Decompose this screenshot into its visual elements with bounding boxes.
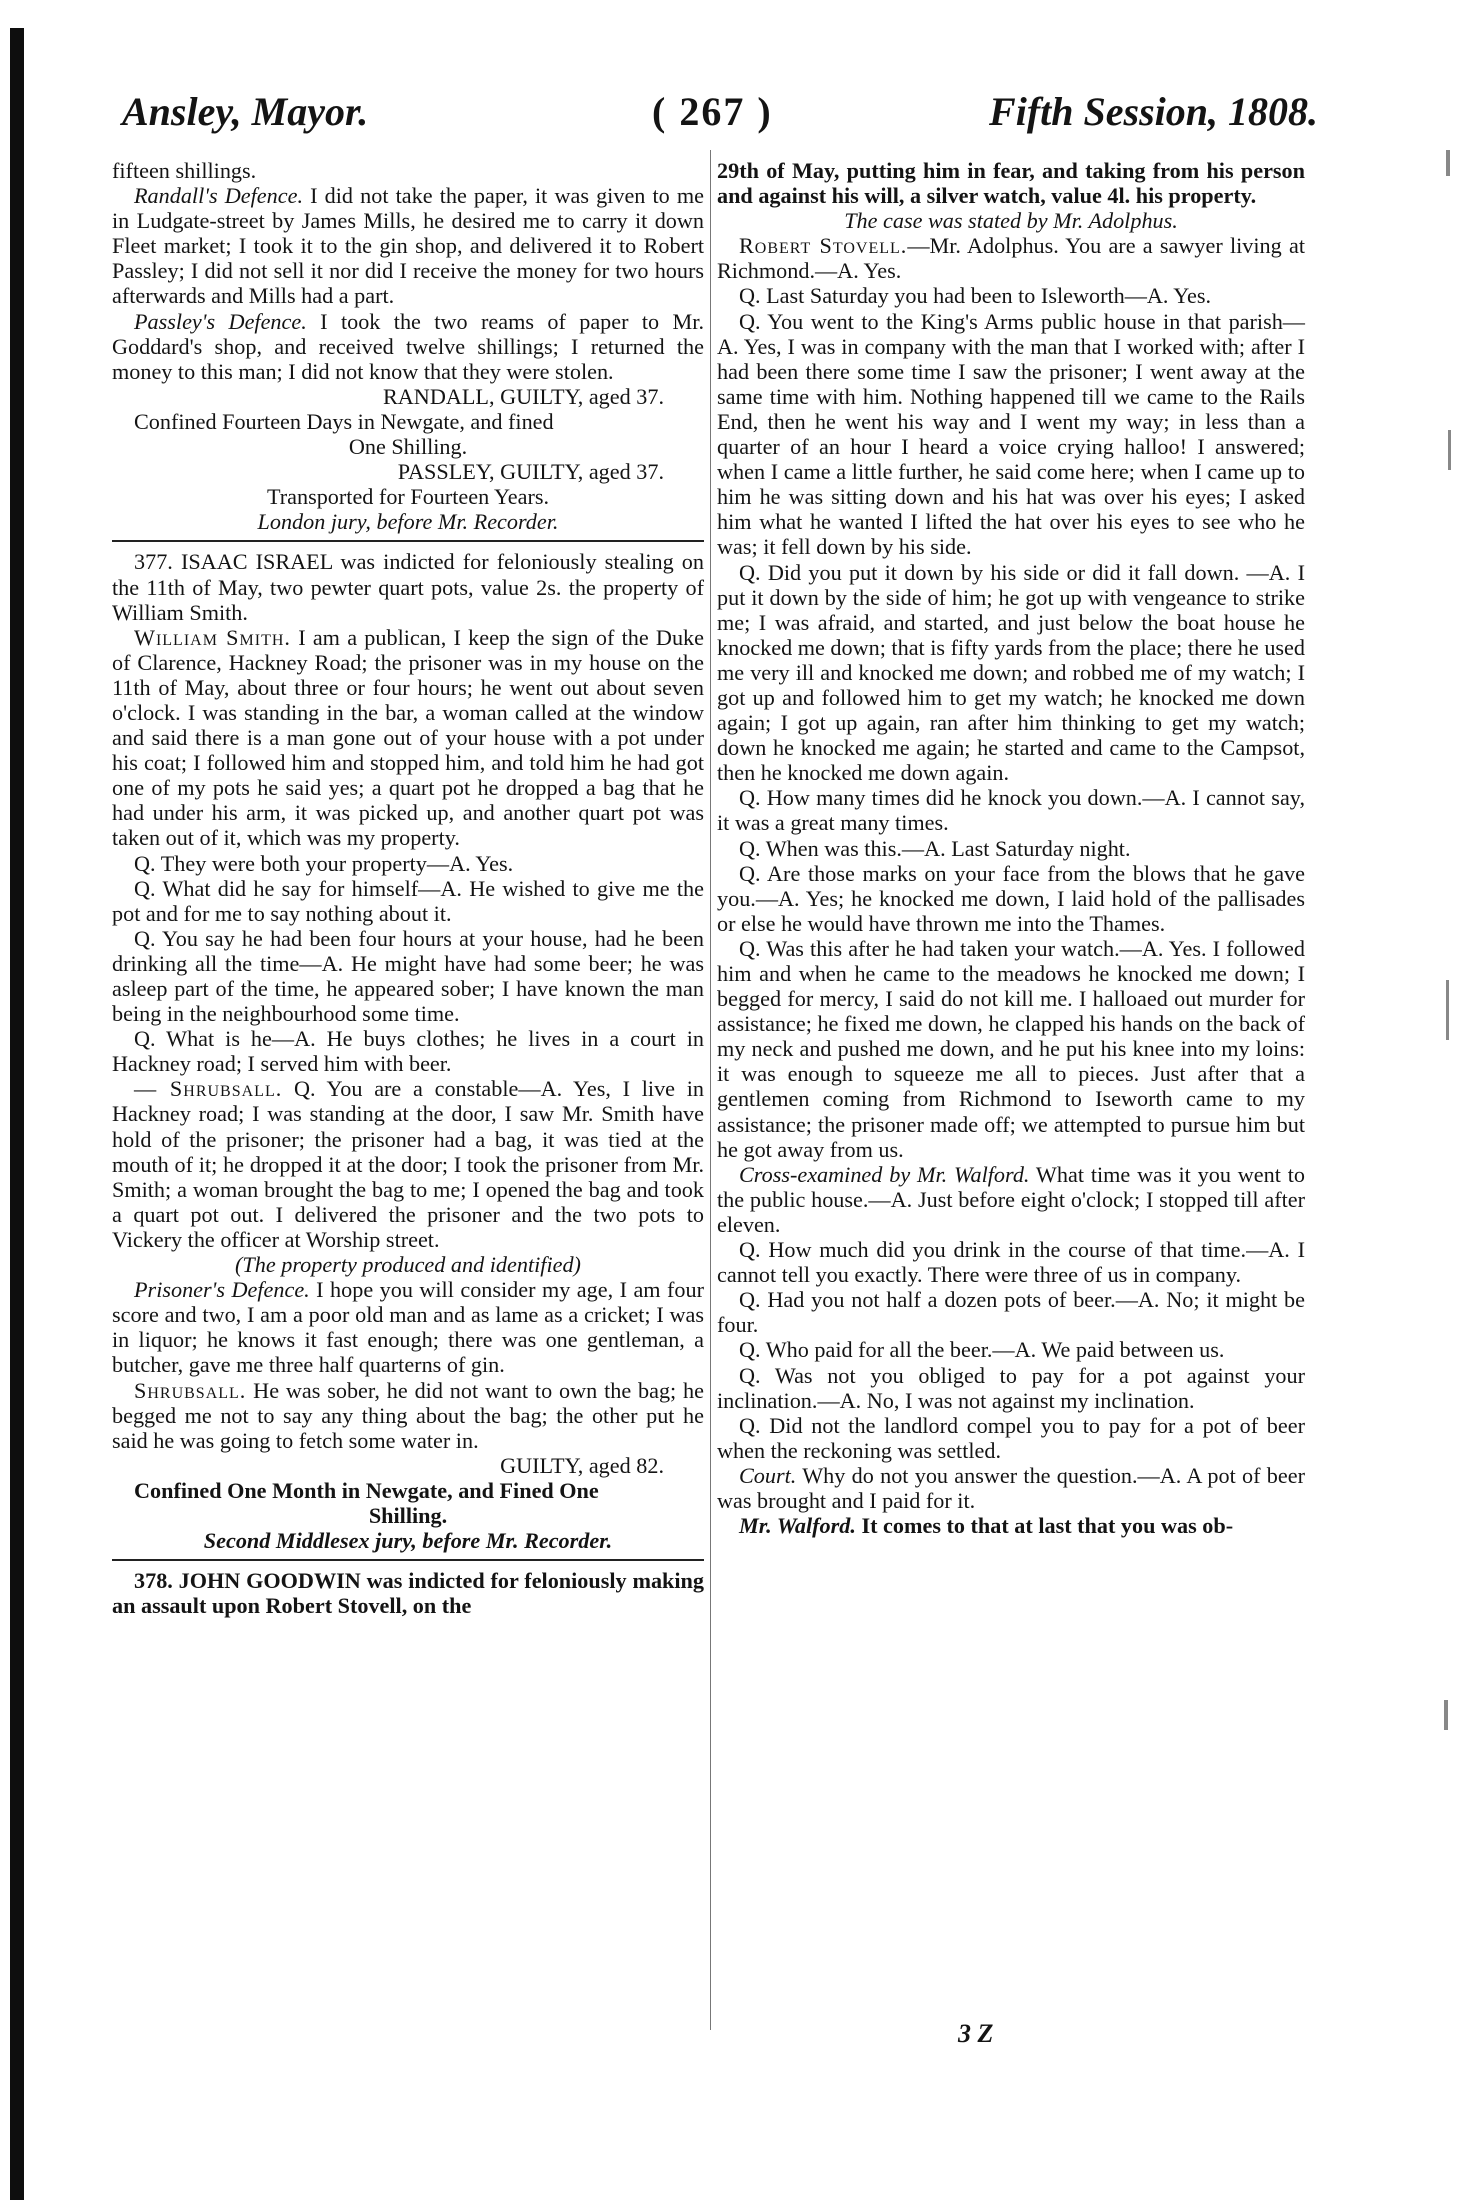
walford-remark: Mr. Walford. It comes to that at last that you was ob- — [739, 1513, 1234, 1539]
qa-when: Q. When was this.—A. Last Saturday night. — [739, 835, 1131, 861]
left-column — [112, 158, 704, 1618]
testimony-william-smith: William Smith. I am a publican, I keep the sign of the Duke of Clarence, Hackney Road; the prisoner was in my house on the 11th of May, about three or four hours; he went out about seven o'clock. I was standing in the bar, a woman called at the window and said there is a man gone out of your house with a pot under his coat; I followed him and stopped him, and told him he had got one of my pots he said yes; a quart pot he dropped a bag that he had under his arm, it was picked up, and another quart pot was taken out of it, which was my property. — [112, 624, 704, 851]
property-note: (The property produced and identified) — [235, 1252, 581, 1278]
sentence-israel-a: Confined One Month in Newgate, and Fined One — [134, 1477, 599, 1503]
sentence-randall-b: One Shilling. — [348, 434, 468, 460]
jury-note-middlesex: Second Middlesex jury, before Mr. Recorder. — [203, 1528, 613, 1554]
qa-who-paid: Q. Who paid for all the beer.—A. We paid between us. — [739, 1337, 1225, 1363]
qa-what-said: Q. What did he say for himself—A. He wished to give me the pot and for me to say nothing about it. — [112, 875, 704, 926]
qa-after-watch: Q. Was this after he had taken your watch.—A. Yes. I followed him and when he came to the meadows he knocked me down; I begged for mercy, I said do not kill me. I halloaed out murder for assistance; he fixed me down, he clapped his hands on the back of my neck and pushed me down, and he put his knee into my loins: it was enough to squeeze me all to pieces. Just after that a gentlemen coming from Richmond to Iseworth came to my assistance; the prisoner made off; we attempted to pursue him but he got away from us. — [717, 935, 1305, 1162]
continuation-line: fifteen shillings. — [112, 158, 257, 183]
qa-landlord: Q. Did not the landlord compel you to pay for a pot of beer when the reckoning was settled. — [717, 1412, 1305, 1463]
case-separator-2 — [112, 1559, 704, 1561]
header-mayor: Ansley, Mayor. — [122, 89, 369, 134]
testimony-shrubsall-2: Shrubsall. He was sober, he did not want to own the bag; he begged me not to say any thing about the bag; the other put he said he was going to fetch some water in. — [112, 1377, 704, 1453]
qa-how-much-drink: Q. How much did you drink in the course of that time.—A. I cannot tell you exactly. There were three of us in company. — [717, 1237, 1305, 1288]
left-margin-rule — [10, 28, 24, 2200]
margin-speck — [1446, 150, 1450, 176]
signature-mark: 3 Z — [958, 2019, 994, 2048]
verdict-israel: GUILTY, aged 82. — [500, 1452, 664, 1478]
margin-speck — [1446, 980, 1449, 1040]
case-377-heading: 377. ISAAC ISRAEL was indicted for feloniously stealing on the 11th of May, two pewter quart pots, value 2s. the property of William Smith. — [112, 549, 704, 625]
qa-obliged: Q. Was not you obliged to pay for a pot against your inclination.—A. No, I was not against my inclination. — [717, 1362, 1305, 1413]
page-header — [122, 88, 1318, 144]
right-column — [717, 158, 1305, 1538]
qa-four-hours: Q. You say he had been four hours at your house, had he been drinking all the time—A. He might have had some beer; he was asleep part of the time, he appeared sober; I have known the man being in the neighbourhood some time. — [112, 925, 704, 1027]
column-divider — [710, 150, 711, 2030]
prisoner-defence: Prisoner's Defence. I hope you will consider my age, I am four score and two, I am a poor old man and as lame as a cricket; I was in liquor; he knows it fast enough; there was one gentleman, a butcher, gave me three half quarterns of gin. — [112, 1277, 704, 1378]
verdict-passley: PASSLEY, GUILTY, aged 37. — [397, 459, 664, 485]
qa-marks: Q. Are those marks on your face from the blows that he gave you.—A. Yes; he knocked me down, I laid hold of the pallisades or else he would have thrown me into the Thames. — [717, 860, 1305, 936]
passley-defence: Passley's Defence. I took the two reams of paper to Mr. Goddard's shop, and received twelve shillings; I returned the money to this man; I did not know that they were stolen. — [112, 308, 704, 384]
qa-half-dozen: Q. Had you not half a dozen pots of beer.—A. No; it might be four. — [717, 1287, 1305, 1338]
qa-property: Q. They were both your property—A. Yes. — [134, 850, 514, 876]
margin-speck — [1448, 430, 1451, 470]
sentence-randall-a: Confined Fourteen Days in Newgate, and fined — [134, 408, 554, 434]
verdict-randall: RANDALL, GUILTY, aged 37. — [382, 383, 664, 409]
margin-speck — [1444, 1700, 1448, 1730]
jury-note-london: London jury, before Mr. Recorder. — [257, 509, 559, 535]
case-378-heading: 378. JOHN GOODWIN was indicted for feloniously making an assault upon Robert Stovell, on the — [112, 1568, 704, 1619]
testimony-shrubsall: — Shrubsall. Q. You are a constable—A. Yes, I live in Hackney road; I was standing at the door, I saw Mr. Smith have hold of the prisoner; the prisoner had a bag, it was tied at the mouth of it; he dropped it at the door; I took the prisoner from Mr. Smith; a woman brought the bag to me; I opened the bag and took a quart pot out. I delivered the prisoner and the two pots to Vickery the officer at Worship street. — [112, 1076, 704, 1252]
qa-how-many-times: Q. How many times did he knock you down.—A. I cannot say, it was a great many times. — [717, 785, 1305, 836]
case-stated-note: The case was stated by Mr. Adolphus. — [844, 208, 1178, 234]
testimony-robert-stovell: Robert Stovell.—Mr. Adolphus. You are a sawyer living at Richmond.—A. Yes. — [717, 233, 1305, 284]
court-remark: Court. Why do not you answer the question.—A. A pot of beer was brought and I paid for it. — [717, 1462, 1305, 1513]
sentence-israel-b: Shilling. — [368, 1502, 448, 1528]
qa-kings-arms: Q. You went to the King's Arms public house in that parish—A. Yes, I was in company with the man that I worked with; after I had been there some time I saw the prisoner; I went away at the same time with him. Nothing happened till we came to the Rails End, then he went his way and I went my way; in less than a quarter of an hour I heard a voice crying halloo! I answered; when I came a little further, he said come here; when I came up to him he was sitting down and his hat was over his eyes; I asked him what he wanted I lifted the hat over his eyes to see who he was; it fell down by his side. — [717, 308, 1305, 560]
cross-examination: Cross-examined by Mr. Walford. What time was it you went to the public house.—A. Just before eight o'clock; I stopped till after eleven. — [717, 1161, 1305, 1237]
header-session: Fifth Session, 1808. — [989, 89, 1318, 134]
qa-isleworth: Q. Last Saturday you had been to Isleworth—A. Yes. — [739, 283, 1212, 309]
page-number: ( 267 ) — [652, 89, 773, 134]
qa-what-is-he: Q. What is he—A. He buys clothes; he lives in a court in Hackney road; I served him with beer. — [112, 1026, 704, 1077]
continuation-378: 29th of May, putting him in fear, and taking from his person and against his will, a silver watch, value 4l. his property. — [717, 158, 1305, 209]
randall-defence: Randall's Defence. I did not take the paper, it was given to me in Ludgate-street by James Mills, he desired me to carry it down Fleet market; I took it to the gin shop, and delivered it to Robert Passley; I did not sell it nor did I receive the money for two hours afterwards and Mills had a part. — [112, 183, 705, 309]
case-separator — [112, 540, 704, 542]
sentence-passley: Transported for Fourteen Years. — [266, 484, 550, 510]
qa-put-it-down: Q. Did you put it down by his side or did it fall down. —A. I put it down by the side of him; he got up with vengeance to strike me; I was afraid, and started, and just below the boat house he knocked me down; that is fifty yards from the place; there he used me very ill and knocked me down; and robbed me of my watch; I got up and followed him to get my watch; he knocked me down again; I got up again, ran after him thinking to get my watch; down he knocked me again; he started and came to the Campsot, then he knocked me down again. — [717, 559, 1305, 786]
